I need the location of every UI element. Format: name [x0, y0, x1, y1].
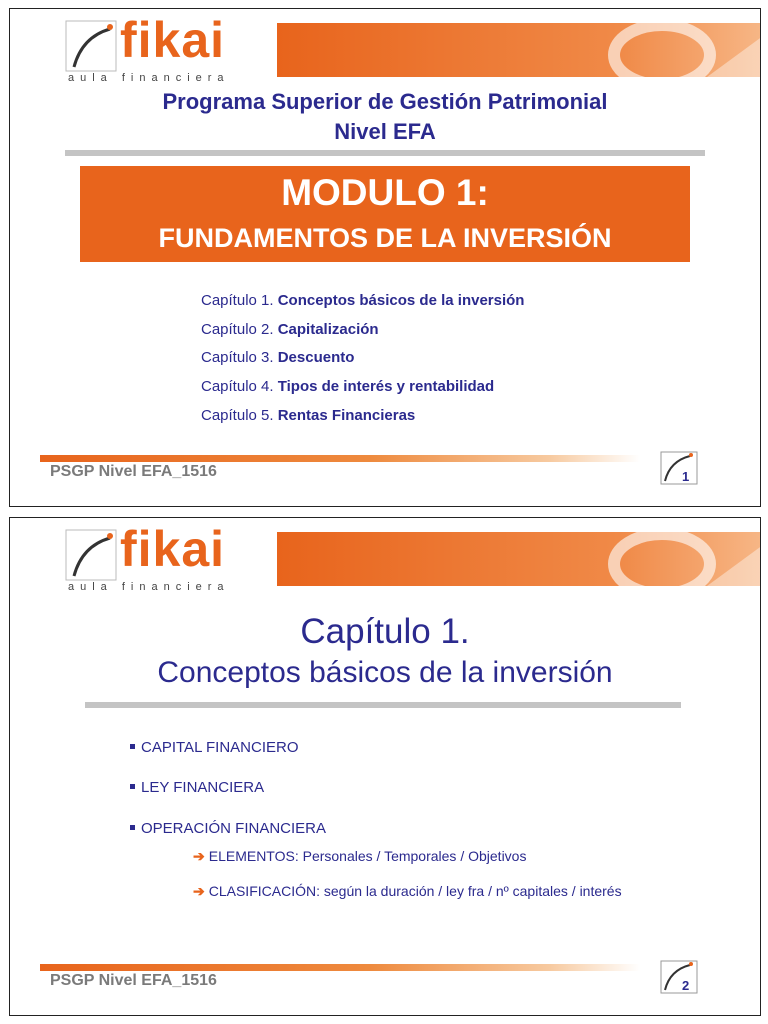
chapter-title: Capítulo 1. — [300, 612, 470, 651]
chapter-item: Capítulo 3. Descuento — [201, 349, 355, 366]
footer-label: PSGP Nivel EFA_1516 — [50, 972, 217, 989]
slide-2 — [9, 517, 761, 1016]
logo-swoosh-icon — [62, 17, 120, 75]
page-number: 2 — [682, 978, 690, 993]
module-title: MODULO 1: — [281, 172, 489, 213]
logo-subtitle: aula financiera — [68, 72, 230, 84]
header-banner — [62, 521, 716, 593]
list-item: LEY FINANCIERA — [130, 779, 264, 796]
sub-list-item: ➔ ELEMENTOS: Personales / Temporales / Objetivos — [193, 848, 527, 864]
logo-text: fikai — [120, 521, 226, 577]
chapter-item: Capítulo 1. Conceptos básicos de la inversión — [201, 292, 525, 309]
program-level: Nivel EFA — [334, 119, 436, 144]
footer-bar — [40, 455, 640, 462]
divider — [85, 702, 681, 708]
program-title: Programa Superior de Gestión Patrimonial — [162, 89, 608, 114]
list-item: CAPITAL FINANCIERO — [130, 739, 299, 756]
chapter-item: Capítulo 4. Tipos de interés y rentabilidad — [201, 378, 495, 395]
header-banner — [62, 12, 716, 84]
footer-bar — [40, 964, 640, 971]
page-number: 1 — [682, 469, 690, 484]
arrow-right-icon: ➔ — [193, 883, 205, 899]
logo-swoosh-icon — [660, 451, 698, 485]
decorative-orange-band — [277, 23, 761, 77]
list-item: OPERACIÓN FINANCIERA — [130, 820, 326, 837]
decorative-orange-band — [277, 532, 761, 586]
logo-text: fikai — [120, 12, 226, 68]
arrow-right-icon: ➔ — [193, 848, 205, 864]
module-banner — [80, 166, 690, 262]
chapter-subtitle: Conceptos básicos de la inversión — [157, 656, 613, 689]
bullet-square-icon — [130, 784, 135, 789]
logo-subtitle: aula financiera — [68, 581, 230, 593]
footer-label: PSGP Nivel EFA_1516 — [50, 463, 217, 480]
slide-1 — [9, 8, 761, 507]
bullet-square-icon — [130, 744, 135, 749]
sub-list-item: ➔ CLASIFICACIÓN: según la duración / ley fra / nº capitales / interés — [193, 883, 622, 899]
bullet-square-icon — [130, 825, 135, 830]
divider — [65, 150, 705, 156]
chapter-item: Capítulo 2. Capitalización — [201, 321, 379, 338]
chapter-item: Capítulo 5. Rentas Financieras — [201, 407, 416, 424]
logo-swoosh-icon — [62, 526, 120, 584]
logo-swoosh-icon — [660, 960, 698, 994]
module-subtitle: FUNDAMENTOS DE LA INVERSIÓN — [158, 223, 612, 253]
